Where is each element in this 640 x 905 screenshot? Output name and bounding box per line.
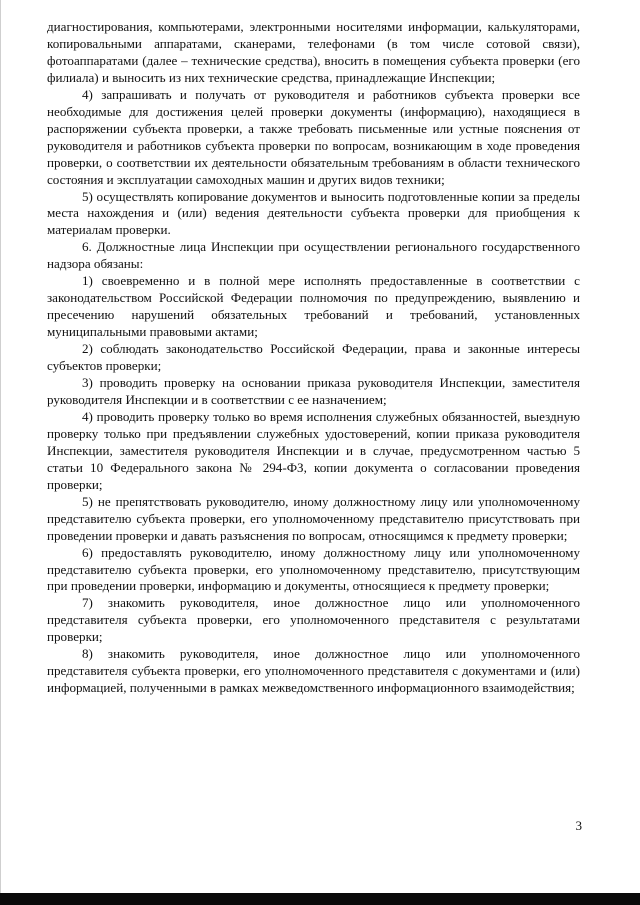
page-number: 3	[575, 818, 582, 833]
paragraph-obligation-6: 6) предоставлять руководителю, иному должностному лицу или уполномоченному представителю субъекта проверки, его уполномоченному представителю, присутствующим при проведении проверки, информацию и документы, относящиеся к предмету проверки;	[47, 544, 580, 594]
paragraph-obligation-1: 1) своевременно и в полной мере исполнять предоставленные в соответствии с законодательством Российской Федерации полномочия по предупреждению, выявлению и пресечению нарушений обязательных требований и требований, установленных муниципальными правовыми актами;	[47, 273, 580, 340]
paragraph-item-4-request-documents: 4) запрашивать и получать от руководителя и работников субъекта проверки все необходимые для достижения целей проверки документы (информацию), находящиеся в распоряжении субъекта проверки, а также требовать письменные или устные пояснения от руководителя и работников субъекта проверки по вопросам, возникающим в ходе проведения проверки, о соответствии их деятельности обязательным требованиям в области технического состояния и эксплуатации самоходных машин и других видов техники;	[47, 86, 580, 187]
paragraph-obligation-4: 4) проводить проверку только во время исполнения служебных обязанностей, выездную проверку только при предъявлении служебных удостоверений, копии приказа руководителя Инспекции, заместителя руководителя Инспекции и в случае, предусмотренном частью 5 статьи 10 Федерального закона № 294-ФЗ, копии документа о согласовании проведения проверки;	[47, 408, 580, 492]
paragraph-obligation-2: 2) соблюдать законодательство Российской Федерации, права и законные интересы субъектов проверки;	[47, 341, 580, 374]
document-body	[47, 19, 580, 697]
scan-bottom-border	[0, 893, 640, 905]
paragraph-continued-technical-means: диагностирования, компьютерами, электронными носителями информации, калькуляторами, копировальными аппаратами, сканерами, телефонами (в том числе сотовой связи), фотоаппаратами (далее – технические средства), вносить в помещения субъекта проверки (его филиала) и выносить из них технические средства, принадлежащие Инспекции;	[47, 19, 580, 85]
paragraph-item-5-copy-documents: 5) осуществлять копирование документов и выносить подготовленные копии за пределы места нахождения и (или) ведения деятельности субъекта проверки для приобщения к материалам проверки.	[47, 188, 580, 238]
paragraph-obligation-8: 8) знакомить руководителя, иное должностное лицо или уполномоченного представителя субъекта проверки, его уполномоченного представителя с документами и (или) информацией, полученными в рамках межведомственного информационного взаимодействия;	[47, 646, 580, 696]
paragraph-section-6-obligations: 6. Должностные лица Инспекции при осуществлении регионального государственного надзора обязаны:	[47, 239, 580, 272]
paragraph-obligation-7: 7) знакомить руководителя, иное должностное лицо или уполномоченного представителя субъекта проверки, его уполномоченного представителя с результатами проверки;	[47, 595, 580, 645]
scan-edge	[0, 0, 1, 905]
paragraph-obligation-5: 5) не препятствовать руководителю, иному должностному лицу или уполномоченному представителю субъекта проверки, его уполномоченному представителю присутствовать при проведении проверки и давать разъяснения по вопросам, относящимся к предмету проверки;	[47, 493, 580, 543]
paragraph-obligation-3: 3) проводить проверку на основании приказа руководителя Инспекции, заместителя руководителя Инспекции и в соответствии с ее назначением;	[47, 375, 580, 407]
